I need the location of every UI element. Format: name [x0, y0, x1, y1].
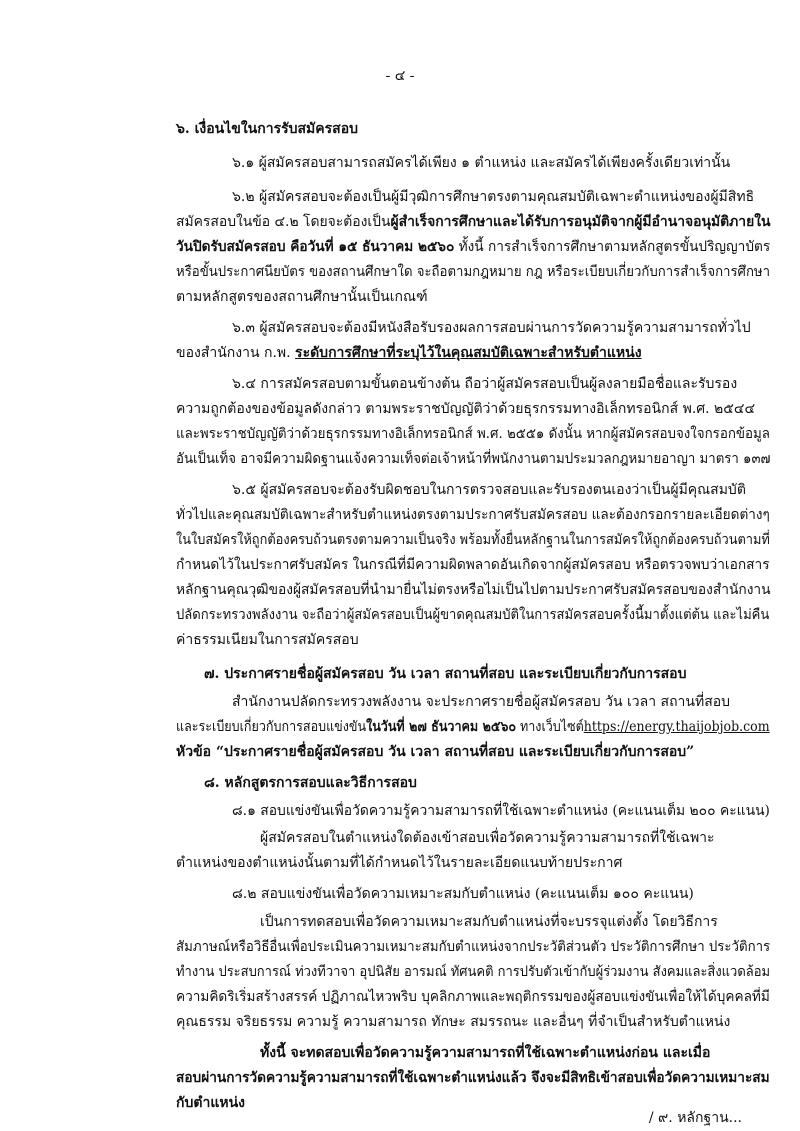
clause-6-3-line-2: [176, 343, 642, 363]
section-7-text: และระเบียบเกี่ยวกับการสอบแข่งขัน: [176, 719, 367, 735]
clause-6-5-line-6: ปลัดกระทรวงพลังงาน จะถือว่าผู้สมัครสอบเป็นผู้ขาดคุณสมบัติในการสมัครสอบครั้งนี้มาตั้งแต่ต้น และไม่คืน: [176, 607, 770, 623]
section-8-heading: ๘. หลักสูตรการสอบและวิธีการสอบ: [204, 775, 417, 791]
section-7-line-2: [176, 717, 770, 737]
clause-6-5-line-2: ทั่วไปและคุณสมบัติเฉพาะสำหรับตำแหน่งตรงตามประกาศรับสมัครสอบ และต้องกรอกรายละเอียดต่างๆ: [176, 507, 770, 523]
note-line-1: ทั้งนี้ จะทดสอบเพื่อวัดความรู้ความสามารถที่ใช้เฉพาะตำแหน่งก่อน และเมื่อ: [260, 1045, 711, 1061]
continuation-marker: / ๙. หลักฐาน...: [648, 1110, 742, 1126]
clause-6-4-line-1: ๖.๔ การสมัครสอบตามขั้นตอนข้างต้น ถือว่าผู้สมัครสอบเป็นผู้ลงลายมือชื่อและรับรอง: [232, 376, 738, 392]
clause-6-2-line-5: ตามหลักสูตรของสถานศึกษานั้นเป็นเกณฑ์: [176, 289, 428, 305]
clause-6-2-bold: ผู้สำเร็จการศึกษาและได้รับการอนุมัติจากผู้มีอำนาจอนุมัติภายใน: [390, 214, 771, 230]
clause-8-1-line-3: ตำแหน่งของตำแหน่งนั้นตามที่ได้กำหนดไว้ในรายละเอียดแนบท้ายประกาศ: [176, 855, 623, 871]
clause-6-3-underlined: ระดับการศึกษาที่ระบุไว้ในคุณสมบัติเฉพาะสำหรับตำแหน่ง: [295, 345, 642, 361]
clause-6-2-text-cont: ทั้งนี้ การสำเร็จการศึกษาตามหลักสูตรขั้นปริญญาบัตร: [454, 239, 771, 255]
clause-6-5-line-7: ค่าธรรมเนียมในการสมัครสอบ: [176, 632, 359, 648]
section-6-heading: ๖. เงื่อนไขในการรับสมัครสอบ: [176, 121, 359, 137]
clause-6-1: ๖.๑ ผู้สมัครสอบสามารถสมัครได้เพียง ๑ ตำแหน่ง และสมัครได้เพียงครั้งเดียวเท่านั้น: [232, 155, 731, 171]
clause-6-2-text: สมัครสอบในข้อ ๔.๒ โดยจะต้องเป็น: [176, 214, 391, 230]
section-7-heading: ๗. ประกาศรายชื่อผู้สมัครสอบ วัน เวลา สถานที่สอบ และระเบียบเกี่ยวกับการสอบ: [204, 666, 687, 682]
clause-6-5-line-1: ๖.๕ ผู้สมัครสอบจะต้องรับผิดชอบในการตรวจสอบและรับรองตนเองว่าเป็นผู้มีคุณสมบัติ: [232, 482, 746, 498]
clause-6-2-line-4: หรือขั้นประกาศนียบัตร ของสถานศึกษาใด จะถือตามกฎหมาย กฎ หรือระเบียบเกี่ยวกับการสำเร็จการศึกษา: [176, 264, 771, 280]
clause-6-4-line-2: ความถูกต้องของข้อมูลดังกล่าว ตามพระราชบัญญัติว่าด้วยธุรกรรมทางอิเล็กทรอนิกส์ พ.ศ. ๒๕๔๔: [176, 401, 756, 417]
section-7-text-cont: ทางเว็บไซต์: [515, 719, 584, 735]
clause-6-3-line-1: ๖.๓ ผู้สมัครสอบจะต้องมีหนังสือรับรองผลการสอบผ่านการวัดความรู้ความสามารถทั่วไป: [232, 320, 751, 336]
clause-8-1-line-1: ๘.๑ สอบแข่งขันเพื่อวัดความรู้ความสามารถที่ใช้เฉพาะตำแหน่ง (คะแนนเต็ม ๒๐๐ คะแนน): [232, 803, 770, 819]
clause-8-2-line-5: ความคิดริเริ่มสร้างสรรค์ ปฏิภาณไหวพริบ บุคลิกภาพและพฤติกรรมของผู้สอบแข่งขันเพื่อให้ได้บุคคลที่มี: [176, 989, 770, 1005]
note-line-3: กับตำแหน่ง: [176, 1095, 245, 1111]
clause-6-5-line-5: หลักฐานคุณวุฒิของผู้สมัครสอบที่นำมายื่นไม่ตรงหรือไม่เป็นไปตามประกาศรับสมัครสอบของสำนักงาน: [176, 582, 771, 598]
clause-8-1-line-2: ผู้สมัครสอบในตำแหน่งใดต้องเข้าสอบเพื่อวัดความรู้ความสามารถที่ใช้เฉพาะ: [260, 830, 715, 846]
page-number: - ๔ -: [385, 68, 415, 84]
announcement-date: ในวันที่ ๒๗ ธันวาคม ๒๕๖๐: [366, 719, 516, 735]
clause-8-2-line-1: ๘.๒ สอบแข่งขันเพื่อวัดความเหมาะสมกับตำแหน่ง (คะแนนเต็ม ๑๐๐ คะแนน): [232, 886, 694, 902]
clause-6-4-line-4: อันเป็นเท็จ อาจมีความผิดฐานแจ้งความเท็จต่อเจ้าหน้าที่พนักงานตามประมวลกฎหมายอาญา มาตรา ๑๓๗: [176, 451, 771, 467]
clause-6-5-line-3: ในใบสมัครให้ถูกต้องครบถ้วนตรงตามความเป็นจริง พร้อมทั้งยื่นหลักฐานในการสมัครให้ถูกต้องครบถ้วนตามที่: [176, 532, 770, 548]
deadline-date: วันปิดรับสมัครสอบ คือวันที่ ๑๕ ธันวาคม ๒๕๖๐: [176, 239, 455, 255]
clause-8-2-line-3: สัมภาษณ์หรือวิธีอื่นเพื่อประเมินความเหมาะสมกับตำแหน่งจากประวัติส่วนตัว ประวัติการศึกษา ประวัติการ: [176, 939, 771, 955]
clause-6-2-line-3: [176, 237, 770, 257]
clause-8-2-line-4: ทำงาน ประสบการณ์ ท่วงทีวาจา อุปนิสัย อารมณ์ ทัศนคติ การปรับตัวเข้ากับผู้ร่วมงาน สังคมและสิ่งแวดล้อม: [176, 964, 771, 980]
clause-6-5-line-4: กำหนดไว้ในประกาศรับสมัคร ในกรณีที่มีความผิดพลาดอันเกิดจากผู้สมัครสอบ หรือตรวจพบว่าเอกสาร: [176, 557, 770, 573]
section-7-line-1: สำนักงานปลัดกระทรวงพลังงาน จะประกาศรายชื่อผู้สมัครสอบ วัน เวลา สถานที่สอบ: [232, 694, 731, 710]
section-7-line-3: หัวข้อ “ประกาศรายชื่อผู้สมัครสอบ วัน เวลา สถานที่สอบ และระเบียบเกี่ยวกับการสอบ”: [176, 744, 695, 760]
website-link[interactable]: https://energy.thaijobjob.com: [583, 719, 770, 735]
clause-6-2-line-1: ๖.๒ ผู้สมัครสอบจะต้องเป็นผู้มีวุฒิการศึกษาตรงตามคุณสมบัติเฉพาะตำแหน่งของผู้มีสิทธิ: [232, 189, 755, 205]
clause-8-2-line-2: เป็นการทดสอบเพื่อวัดความเหมาะสมกับตำแหน่งที่จะบรรจุแต่งตั้ง โดยวิธีการ: [260, 914, 718, 930]
note-line-2: สอบผ่านการวัดความรู้ความสามารถที่ใช้เฉพาะตำแหน่งแล้ว จึงจะมีสิทธิเข้าสอบเพื่อวัดความเหมาะสม: [176, 1070, 770, 1086]
clause-6-4-line-3: และพระราชบัญญัติว่าด้วยธุรกรรมทางอิเล็กทรอนิกส์ พ.ศ. ๒๕๕๑ ดังนั้น หากผู้สมัครสอบจงใจกรอกข้อมูล: [176, 426, 770, 442]
clause-6-3-text: ของสำนักงาน ก.พ.: [176, 345, 296, 361]
clause-6-2-line-2: [176, 212, 771, 232]
clause-8-2-line-6: คุณธรรม จริยธรรม ความรู้ ความสามารถ ทักษะ สมรรถนะ และอื่นๆ ที่จำเป็นสำหรับตำแหน่ง: [176, 1014, 731, 1030]
